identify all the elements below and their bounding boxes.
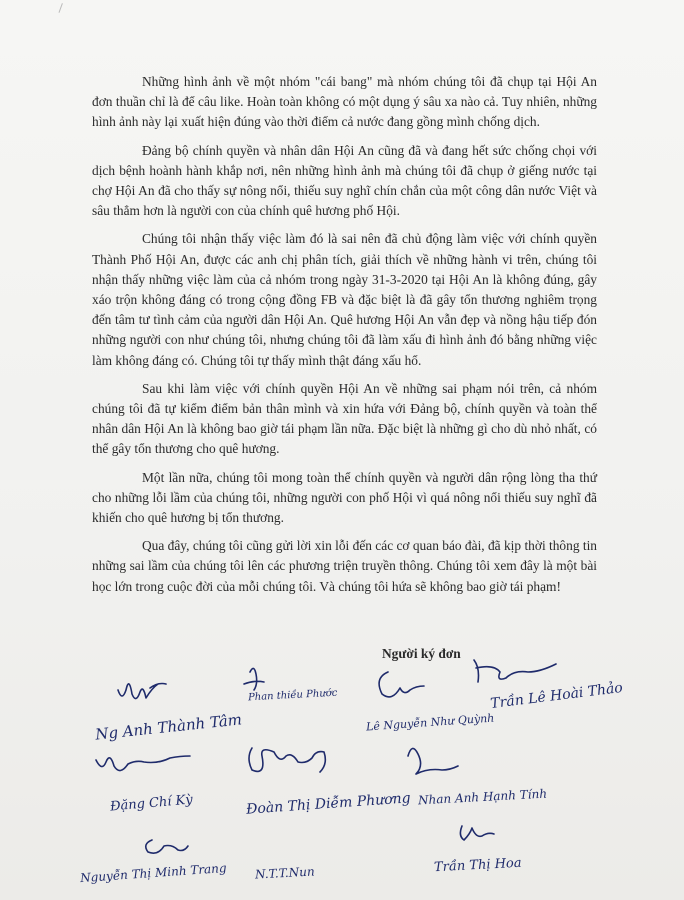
paragraph: Sau khi làm việc với chính quyền Hội An về những sai phạm nói trên, cả nhóm chúng tôi đã tự kiểm điểm bản thân mình và xin hứa với Đảng bộ, chính quyền và toàn thể nhân dân Hội An là không bao giờ tái phạm lần nữa. Đặc biệt là những gì cho dù nhỏ nhất, có thể gây tổn thương cho quê hương. <box>92 380 597 457</box>
paragraph: Những hình ảnh về một nhóm "cái bang" mà nhóm chúng tôi đã chụp tại Hội An đơn thuần chỉ là để câu like. Hoàn toàn không có một dụng ý sâu xa nào cả. Tuy nhiên, những hình ảnh này lại xuất hiện đúng vào thời điểm cả nước đang gồng mình chống dịch. <box>92 74 597 130</box>
signature-scribble <box>118 684 166 699</box>
paragraph: Đảng bộ chính quyền và nhân dân Hội An cũng đã và đang hết sức chống chọi với dịch bệnh hoành hành khắp nơi, nên những hình ảnh mà chúng tôi đã chụp ở giếng nước tại chợ Hội An đã cho thấy sự nông nổi, thiếu suy nghĩ chín chắn của một công dân nước Việt và sâu thẳm hơn là người con của chính quê hương phố Hội. <box>92 142 597 219</box>
signatory-name: Đoàn Thị Diễm Phương <box>245 790 412 818</box>
signature-scribble <box>460 826 494 840</box>
paragraph: Một lần nữa, chúng tôi mong toàn thể chính quyền và người dân rộng lòng tha thứ cho những lỗi lầm của chúng tôi, những người con phố Hội vì quá nông nổi thiếu suy nghĩ đã khiến cho quê hương bị tổn thương. <box>92 469 597 526</box>
signature-scribble <box>146 840 188 853</box>
signatory-name: Lê Nguyễn Như Quỳnh <box>365 711 495 734</box>
signatory-name: Nhan Anh Hạnh Tính <box>417 786 548 808</box>
signer-heading: Người ký đơn <box>382 646 461 661</box>
paragraph: Qua đây, chúng tôi cũng gửi lời xin lỗi đến các cơ quan báo đài, đã kịp thời thông tin những sai lầm của chúng tôi lên các phương triện truyền thông. Chúng tôi xem đây là một bài học lớn trong cuộc đời của mỗi chúng tôi. Và chúng tôi hứa sẽ không bao giờ tái phạm! <box>92 538 597 594</box>
signature-scribble <box>474 660 556 682</box>
signatory-name: Trần Lê Hoài Thảo <box>489 679 624 713</box>
signature-scribble <box>244 668 264 690</box>
signatory-name: N.T.T.Nun <box>254 864 315 882</box>
signatory-name: Nguyễn Thị Minh Trang <box>79 860 228 886</box>
signature-scribble <box>408 748 458 774</box>
signature-scribble <box>96 756 190 771</box>
signatory-name: Đặng Chí Kỳ <box>109 792 194 815</box>
signature-scribble <box>249 748 325 772</box>
signature-scribble <box>379 672 424 697</box>
signatory-name: Trần Thị Hoa <box>433 855 522 876</box>
signatory-name: Ng Anh Thành Tâm <box>94 710 243 744</box>
signatory-name: Phan thiều Phước <box>247 687 338 704</box>
paragraph: Chúng tôi nhận thấy việc làm đó là sai nên đã chủ động làm việc với chính quyền Thành Phố Hội An, được các anh chị phân tích, giải thích về những hành vi trên, chúng tôi nhận thấy những việc làm của cả nhóm trong ngày 31-3-2020 tại Hội An là không đúng, gây xáo trộn không đáng có trong cộng đồng FB và đặc biệt là đã gây tổn thương nghiêm trọng đến tâm tư tình cảm của người dân Hội An. Quê hương Hội An vẫn đẹp và nồng hậu tiếp đón những người con như chúng tôi, nhưng chúng tôi đã làm xấu đi hình ảnh đó bằng những việc làm không đáng có. Chúng tôi tự thấy mình thật đáng xấu hổ. <box>92 231 597 368</box>
